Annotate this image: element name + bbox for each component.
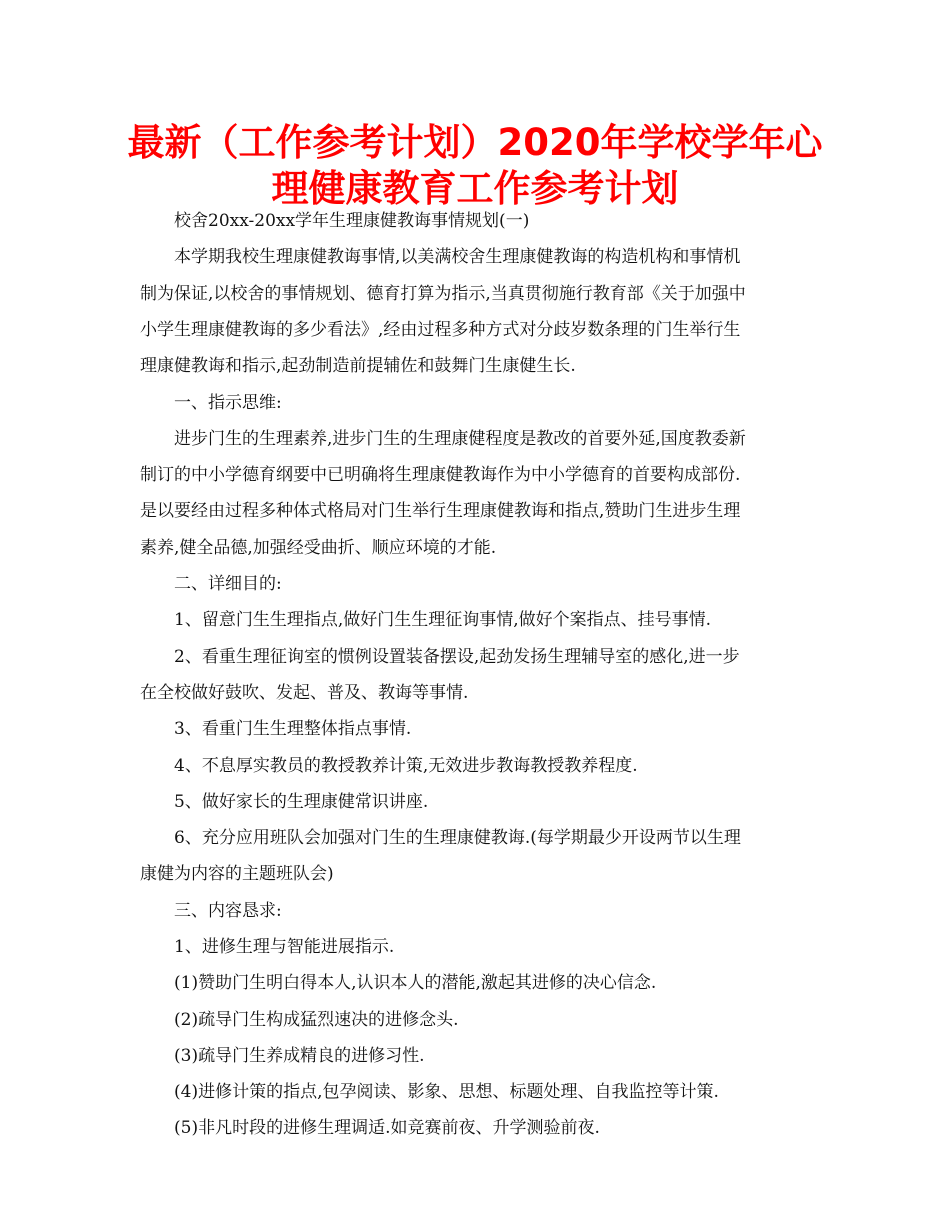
paragraph-line: 在全校做好鼓吹、发起、普及、教诲等事情.: [140, 683, 469, 703]
paragraph-line: (4)进修计策的指点,包孕阅读、影象、思想、标题处理、自我监控等计策.: [174, 1082, 719, 1102]
document-title: [120, 120, 830, 212]
document-title-line-2: 理健康教育工作参考计划: [271, 167, 679, 210]
paragraph-line: 理康健教诲和指示,起劲制造前提辅佐和鼓舞门生康健生长.: [140, 356, 576, 376]
document-title-line-1: 最新（工作参考计划）2020年学校学年心: [127, 121, 823, 164]
paragraph-line: 校舍20xx-20xx学年生理康健教诲事情规划(一): [174, 211, 530, 231]
paragraph-line: 是以要经由过程多种体式格局对门生举行生理康健教诲和指点,赞助门生进步生理: [140, 501, 741, 521]
paragraph-line: 小学生理康健教诲的多少看法》,经由过程多种方式对分歧岁数条理的门生举行生: [140, 320, 741, 340]
paragraph-line: (3)疏导门生养成精良的进修习性.: [174, 1046, 425, 1066]
paragraph-line: 4、不息厚实教员的教授教养计策,无效进步教诲教授教养程度.: [174, 756, 638, 776]
paragraph-line: 3、看重门生生理整体指点事情.: [174, 719, 412, 739]
paragraph-line: 本学期我校生理康健教诲事情,以美满校舍生理康健教诲的构造机构和事情机: [174, 247, 741, 267]
paragraph-line: 素养,健全品德,加强经受曲折、顺应环境的才能.: [140, 538, 497, 558]
paragraph-line: 6、充分应用班队会加强对门生的生理康健教诲.(每学期最少开设两节以生理: [174, 828, 741, 848]
paragraph-line: 2、看重生理征询室的惯例设置装备摆设,起劲发扬生理辅导室的感化,进一步: [174, 647, 740, 667]
paragraph-line: 二、详细目的:: [174, 574, 282, 594]
paragraph-line: (5)非凡时段的进修生理调适.如竞赛前夜、升学测验前夜.: [174, 1118, 600, 1138]
paragraph-line: 三、内容恳求:: [174, 901, 282, 921]
paragraph-line: 1、留意门生生理指点,做好门生生理征询事情,做好个案指点、挂号事情.: [174, 610, 712, 630]
paragraph-line: 进步门生的生理素养,进步门生的生理康健程度是教改的首要外延,国度教委新: [174, 429, 746, 449]
paragraph-line: (2)疏导门生构成猛烈速决的进修念头.: [174, 1010, 459, 1030]
paragraph-line: 1、进修生理与智能进展指示.: [174, 937, 395, 957]
paragraph-line: 5、做好家长的生理康健常识讲座.: [174, 792, 429, 812]
paragraph-line: 制订的中小学德育纲要中已明确将生理康健教诲作为中小学德育的首要构成部份.: [140, 465, 741, 485]
paragraph-line: (1)赞助门生明白得本人,认识本人的潜能,激起其进修的决心信念.: [174, 973, 657, 993]
paragraph-line: 制为保证,以校舍的事情规划、德育打算为指示,当真贯彻施行教育部《关于加强中: [140, 284, 746, 304]
paragraph-line: 康健为内容的主题班队会): [140, 864, 334, 884]
paragraph-line: 一、指示思维:: [174, 393, 282, 413]
